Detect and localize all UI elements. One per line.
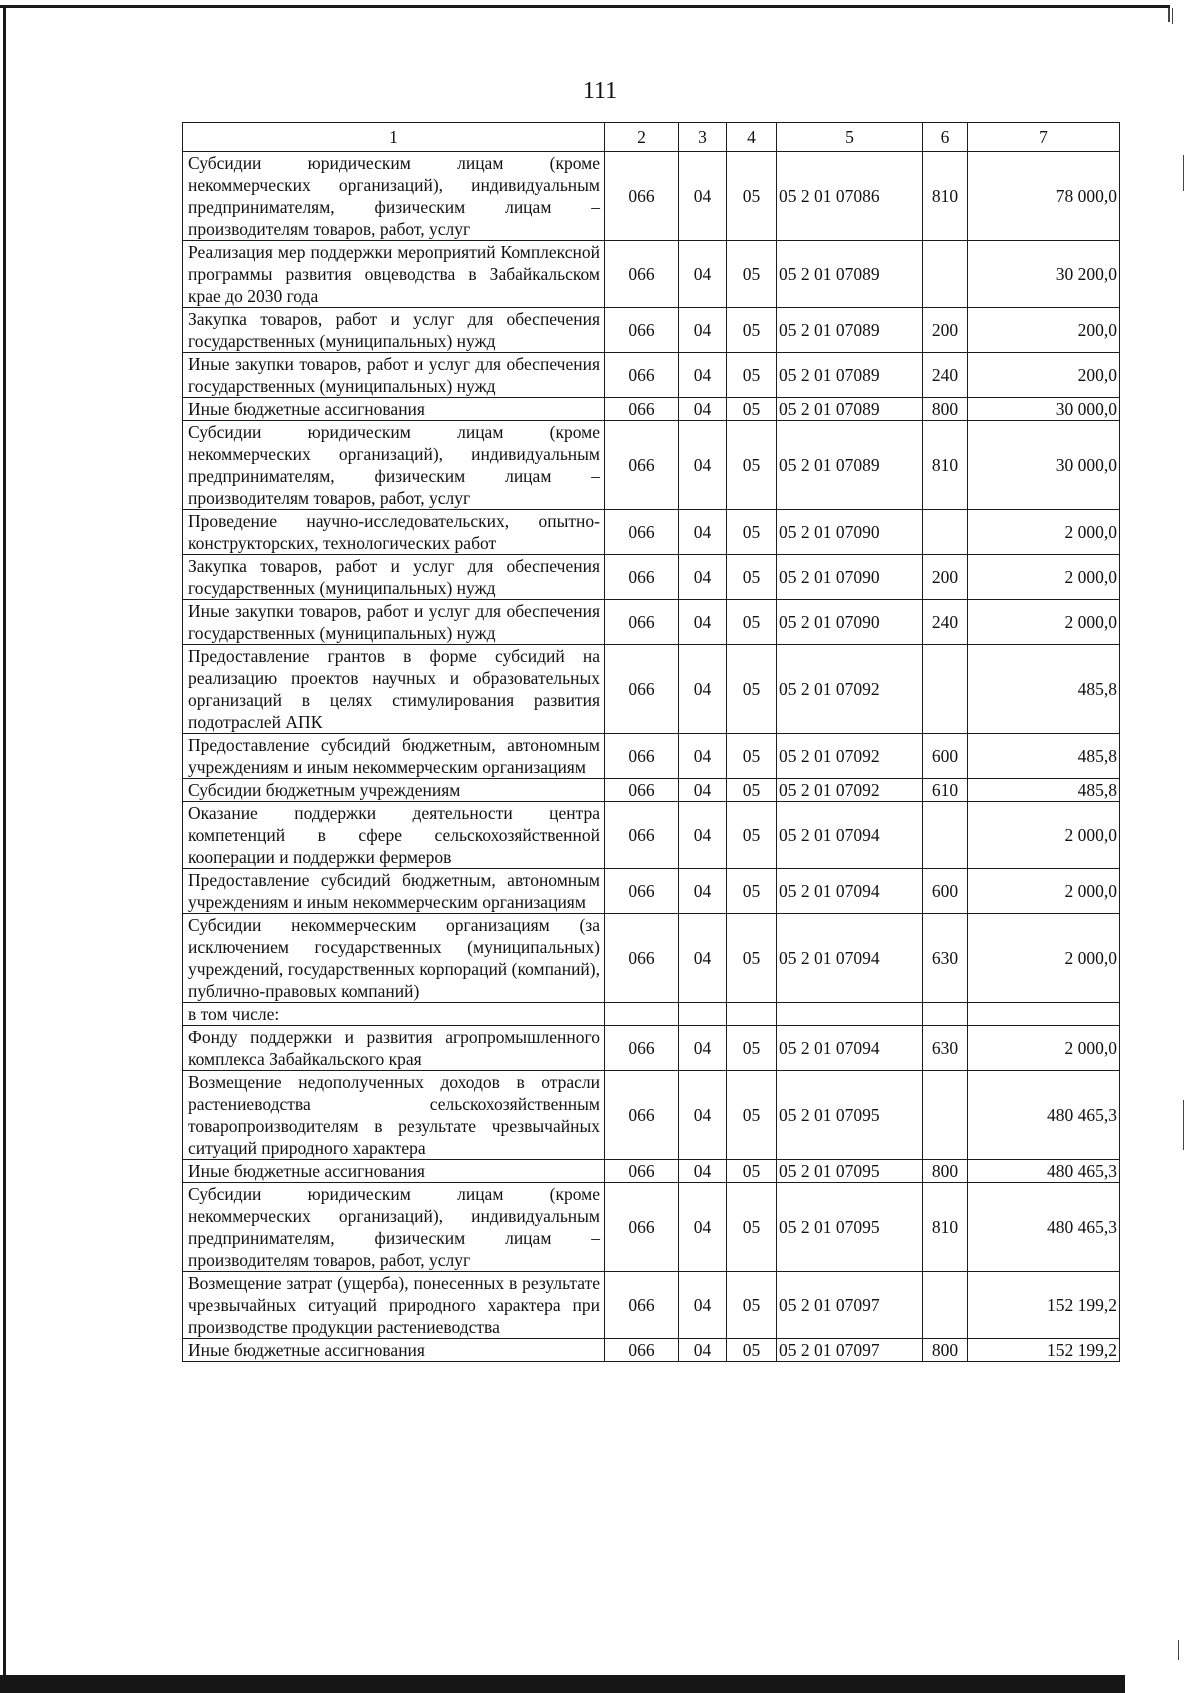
cell-name: Оказание поддержки деятельности центра компетенций в сфере сельскохозяйственной кооперации и поддержки фермеров [183, 802, 605, 869]
cell-target-article: 05 2 01 07092 [777, 645, 923, 734]
cell-section: 04 [679, 1160, 727, 1183]
cell-section: 04 [679, 869, 727, 914]
cell-expense-type [923, 1003, 968, 1026]
cell-target-article: 05 2 01 07090 [777, 510, 923, 555]
cell-section [679, 1003, 727, 1026]
cell-ministry-code: 066 [605, 1339, 679, 1362]
cell-amount: 200,0 [968, 308, 1120, 353]
cell-expense-type: 800 [923, 1160, 968, 1183]
column-header: 3 [679, 123, 727, 152]
cell-name: Субсидии юридическим лицам (кроме некоммерческих организаций), индивидуальным предпринимателям, физическим лицам – производителям товаров, работ, услуг [183, 1183, 605, 1272]
cell-ministry-code: 066 [605, 308, 679, 353]
table-row [183, 914, 1120, 1003]
cell-subsection: 05 [727, 914, 777, 1003]
cell-section: 04 [679, 421, 727, 510]
cell-name: Иные бюджетные ассигнования [183, 1339, 605, 1362]
table-row [183, 555, 1120, 600]
cell-amount: 2 000,0 [968, 510, 1120, 555]
cell-ministry-code: 066 [605, 1183, 679, 1272]
cell-amount: 485,8 [968, 645, 1120, 734]
table-row [183, 1003, 1120, 1026]
column-header: 2 [605, 123, 679, 152]
cell-section: 04 [679, 398, 727, 421]
cell-target-article: 05 2 01 07095 [777, 1183, 923, 1272]
cell-subsection: 05 [727, 152, 777, 241]
header-row [183, 123, 1120, 152]
cell-amount: 30 000,0 [968, 421, 1120, 510]
cell-name: Закупка товаров, работ и услуг для обеспечения государственных (муниципальных) нужд [183, 555, 605, 600]
cell-ministry-code: 066 [605, 353, 679, 398]
cell-expense-type: 810 [923, 152, 968, 241]
table-row [183, 1272, 1120, 1339]
table-row [183, 1183, 1120, 1272]
cell-section: 04 [679, 914, 727, 1003]
cell-target-article: 05 2 01 07097 [777, 1339, 923, 1362]
cell-expense-type [923, 1071, 968, 1160]
cell-target-article: 05 2 01 07090 [777, 600, 923, 645]
cell-expense-type: 810 [923, 421, 968, 510]
table-row [183, 152, 1120, 241]
scan-border-top [0, 5, 1170, 8]
cell-subsection: 05 [727, 421, 777, 510]
cell-section: 04 [679, 1071, 727, 1160]
cell-subsection: 05 [727, 1071, 777, 1160]
cell-subsection: 05 [727, 1183, 777, 1272]
cell-ministry-code: 066 [605, 1026, 679, 1071]
cell-name: Иные закупки товаров, работ и услуг для обеспечения государственных (муниципальных) нужд [183, 600, 605, 645]
column-header: 1 [183, 123, 605, 152]
scan-border-left [3, 5, 6, 1675]
table-row [183, 308, 1120, 353]
cell-expense-type [923, 510, 968, 555]
cell-target-article: 05 2 01 07090 [777, 555, 923, 600]
cell-amount: 2 000,0 [968, 1026, 1120, 1071]
cell-target-article: 05 2 01 07095 [777, 1160, 923, 1183]
cell-name: Предоставление субсидий бюджетным, автономным учреждениям и иным некоммерческим организациям [183, 734, 605, 779]
cell-ministry-code: 066 [605, 555, 679, 600]
cell-section: 04 [679, 802, 727, 869]
table-row [183, 510, 1120, 555]
table-row [183, 779, 1120, 802]
scan-mark [1178, 1640, 1179, 1660]
cell-subsection: 05 [727, 802, 777, 869]
table-row [183, 421, 1120, 510]
cell-expense-type [923, 802, 968, 869]
cell-amount: 480 465,3 [968, 1071, 1120, 1160]
cell-expense-type: 630 [923, 1026, 968, 1071]
cell-target-article: 05 2 01 07092 [777, 779, 923, 802]
cell-target-article [777, 1003, 923, 1026]
cell-amount: 30 200,0 [968, 241, 1120, 308]
cell-section: 04 [679, 1183, 727, 1272]
cell-target-article: 05 2 01 07086 [777, 152, 923, 241]
cell-ministry-code: 066 [605, 645, 679, 734]
cell-amount: 2 000,0 [968, 555, 1120, 600]
scan-border-bottom [0, 1675, 1125, 1693]
cell-amount [968, 1003, 1120, 1026]
cell-ministry-code: 066 [605, 802, 679, 869]
cell-ministry-code [605, 1003, 679, 1026]
cell-target-article: 05 2 01 07094 [777, 1026, 923, 1071]
cell-subsection [727, 1003, 777, 1026]
cell-expense-type [923, 241, 968, 308]
cell-subsection: 05 [727, 645, 777, 734]
column-header: 4 [727, 123, 777, 152]
cell-section: 04 [679, 353, 727, 398]
cell-subsection: 05 [727, 510, 777, 555]
cell-subsection: 05 [727, 398, 777, 421]
cell-expense-type [923, 645, 968, 734]
cell-amount: 2 000,0 [968, 869, 1120, 914]
scan-mark [1172, 8, 1173, 24]
table-row [183, 1026, 1120, 1071]
scan-mark [1183, 1100, 1184, 1150]
cell-ministry-code: 066 [605, 779, 679, 802]
cell-amount: 485,8 [968, 779, 1120, 802]
table-row [183, 398, 1120, 421]
cell-ministry-code: 066 [605, 241, 679, 308]
cell-target-article: 05 2 01 07095 [777, 1071, 923, 1160]
cell-subsection: 05 [727, 241, 777, 308]
cell-ministry-code: 066 [605, 734, 679, 779]
table-row [183, 1160, 1120, 1183]
cell-target-article: 05 2 01 07089 [777, 398, 923, 421]
cell-name: Закупка товаров, работ и услуг для обеспечения государственных (муниципальных) нужд [183, 308, 605, 353]
cell-ministry-code: 066 [605, 1071, 679, 1160]
cell-target-article: 05 2 01 07089 [777, 421, 923, 510]
cell-target-article: 05 2 01 07089 [777, 308, 923, 353]
table-row [183, 600, 1120, 645]
cell-ministry-code: 066 [605, 1160, 679, 1183]
table-row [183, 802, 1120, 869]
cell-subsection: 05 [727, 779, 777, 802]
cell-section: 04 [679, 1026, 727, 1071]
cell-expense-type: 610 [923, 779, 968, 802]
cell-name: Возмещение затрат (ущерба), понесенных в результате чрезвычайных ситуаций природного характера при производстве продукции растениеводства [183, 1272, 605, 1339]
cell-name: Субсидии юридическим лицам (кроме некоммерческих организаций), индивидуальным предпринимателям, физическим лицам – производителям товаров, работ, услуг [183, 152, 605, 241]
cell-section: 04 [679, 1339, 727, 1362]
cell-expense-type: 600 [923, 869, 968, 914]
cell-section: 04 [679, 152, 727, 241]
cell-target-article: 05 2 01 07094 [777, 802, 923, 869]
table-row [183, 734, 1120, 779]
column-header: 7 [968, 123, 1120, 152]
table-row [183, 241, 1120, 308]
cell-name: Иные бюджетные ассигнования [183, 1160, 605, 1183]
cell-subsection: 05 [727, 353, 777, 398]
cell-name: Иные закупки товаров, работ и услуг для обеспечения государственных (муниципальных) нужд [183, 353, 605, 398]
cell-ministry-code: 066 [605, 600, 679, 645]
cell-name: Субсидии бюджетным учреждениям [183, 779, 605, 802]
cell-subsection: 05 [727, 1026, 777, 1071]
cell-section: 04 [679, 308, 727, 353]
cell-name: в том числе: [183, 1003, 605, 1026]
page-number: 111 [582, 78, 618, 104]
cell-target-article: 05 2 01 07097 [777, 1272, 923, 1339]
scan-mark [1183, 155, 1184, 191]
cell-section: 04 [679, 645, 727, 734]
cell-expense-type: 240 [923, 600, 968, 645]
cell-section: 04 [679, 734, 727, 779]
cell-subsection: 05 [727, 1339, 777, 1362]
cell-amount: 200,0 [968, 353, 1120, 398]
cell-name: Иные бюджетные ассигнования [183, 398, 605, 421]
cell-expense-type: 800 [923, 1339, 968, 1362]
cell-expense-type: 630 [923, 914, 968, 1003]
cell-amount: 480 465,3 [968, 1160, 1120, 1183]
cell-section: 04 [679, 600, 727, 645]
scan-mark [1168, 8, 1170, 22]
cell-amount: 152 199,2 [968, 1339, 1120, 1362]
cell-subsection: 05 [727, 1160, 777, 1183]
table-row [183, 1339, 1120, 1362]
cell-name: Проведение научно-исследовательских, опытно-конструкторских, технологических работ [183, 510, 605, 555]
cell-amount: 2 000,0 [968, 802, 1120, 869]
cell-section: 04 [679, 1272, 727, 1339]
cell-amount: 485,8 [968, 734, 1120, 779]
cell-name: Реализация мер поддержки мероприятий Комплексной программы развития овцеводства в Забайкальском крае до 2030 года [183, 241, 605, 308]
cell-amount: 2 000,0 [968, 600, 1120, 645]
table-row [183, 1071, 1120, 1160]
cell-section: 04 [679, 555, 727, 600]
cell-subsection: 05 [727, 555, 777, 600]
cell-name: Субсидии некоммерческим организациям (за исключением государственных (муниципальных) учреждений, государственных корпораций (компаний), публично-правовых компаний) [183, 914, 605, 1003]
cell-target-article: 05 2 01 07094 [777, 914, 923, 1003]
cell-name: Возмещение недополученных доходов в отрасли растениеводства сельскохозяйственным товаропроизводителям в результате чрезвычайных ситуаций природного характера [183, 1071, 605, 1160]
cell-section: 04 [679, 241, 727, 308]
cell-ministry-code: 066 [605, 869, 679, 914]
cell-expense-type: 200 [923, 555, 968, 600]
cell-target-article: 05 2 01 07094 [777, 869, 923, 914]
cell-amount: 152 199,2 [968, 1272, 1120, 1339]
cell-ministry-code: 066 [605, 510, 679, 555]
cell-target-article: 05 2 01 07092 [777, 734, 923, 779]
cell-expense-type: 800 [923, 398, 968, 421]
cell-subsection: 05 [727, 734, 777, 779]
cell-expense-type: 600 [923, 734, 968, 779]
cell-subsection: 05 [727, 869, 777, 914]
cell-subsection: 05 [727, 308, 777, 353]
cell-section: 04 [679, 510, 727, 555]
cell-ministry-code: 066 [605, 152, 679, 241]
budget-table [182, 122, 1120, 1362]
cell-name: Предоставление грантов в форме субсидий на реализацию проектов научных и образовательных организаций в целях стимулирования развития подотраслей АПК [183, 645, 605, 734]
cell-expense-type [923, 1272, 968, 1339]
cell-expense-type: 240 [923, 353, 968, 398]
cell-expense-type: 810 [923, 1183, 968, 1272]
cell-subsection: 05 [727, 600, 777, 645]
column-header: 5 [777, 123, 923, 152]
table-row [183, 645, 1120, 734]
cell-ministry-code: 066 [605, 914, 679, 1003]
column-header: 6 [923, 123, 968, 152]
cell-name: Субсидии юридическим лицам (кроме некоммерческих организаций), индивидуальным предпринимателям, физическим лицам – производителям товаров, работ, услуг [183, 421, 605, 510]
cell-ministry-code: 066 [605, 1272, 679, 1339]
cell-ministry-code: 066 [605, 398, 679, 421]
cell-amount: 78 000,0 [968, 152, 1120, 241]
cell-name: Фонду поддержки и развития агропромышленного комплекса Забайкальского края [183, 1026, 605, 1071]
cell-ministry-code: 066 [605, 421, 679, 510]
cell-name: Предоставление субсидий бюджетным, автономным учреждениям и иным некоммерческим организациям [183, 869, 605, 914]
cell-amount: 2 000,0 [968, 914, 1120, 1003]
cell-target-article: 05 2 01 07089 [777, 241, 923, 308]
cell-expense-type: 200 [923, 308, 968, 353]
cell-subsection: 05 [727, 1272, 777, 1339]
cell-amount: 30 000,0 [968, 398, 1120, 421]
table-row [183, 869, 1120, 914]
table-body [183, 152, 1120, 1362]
cell-amount: 480 465,3 [968, 1183, 1120, 1272]
table-row [183, 353, 1120, 398]
cell-section: 04 [679, 779, 727, 802]
cell-target-article: 05 2 01 07089 [777, 353, 923, 398]
